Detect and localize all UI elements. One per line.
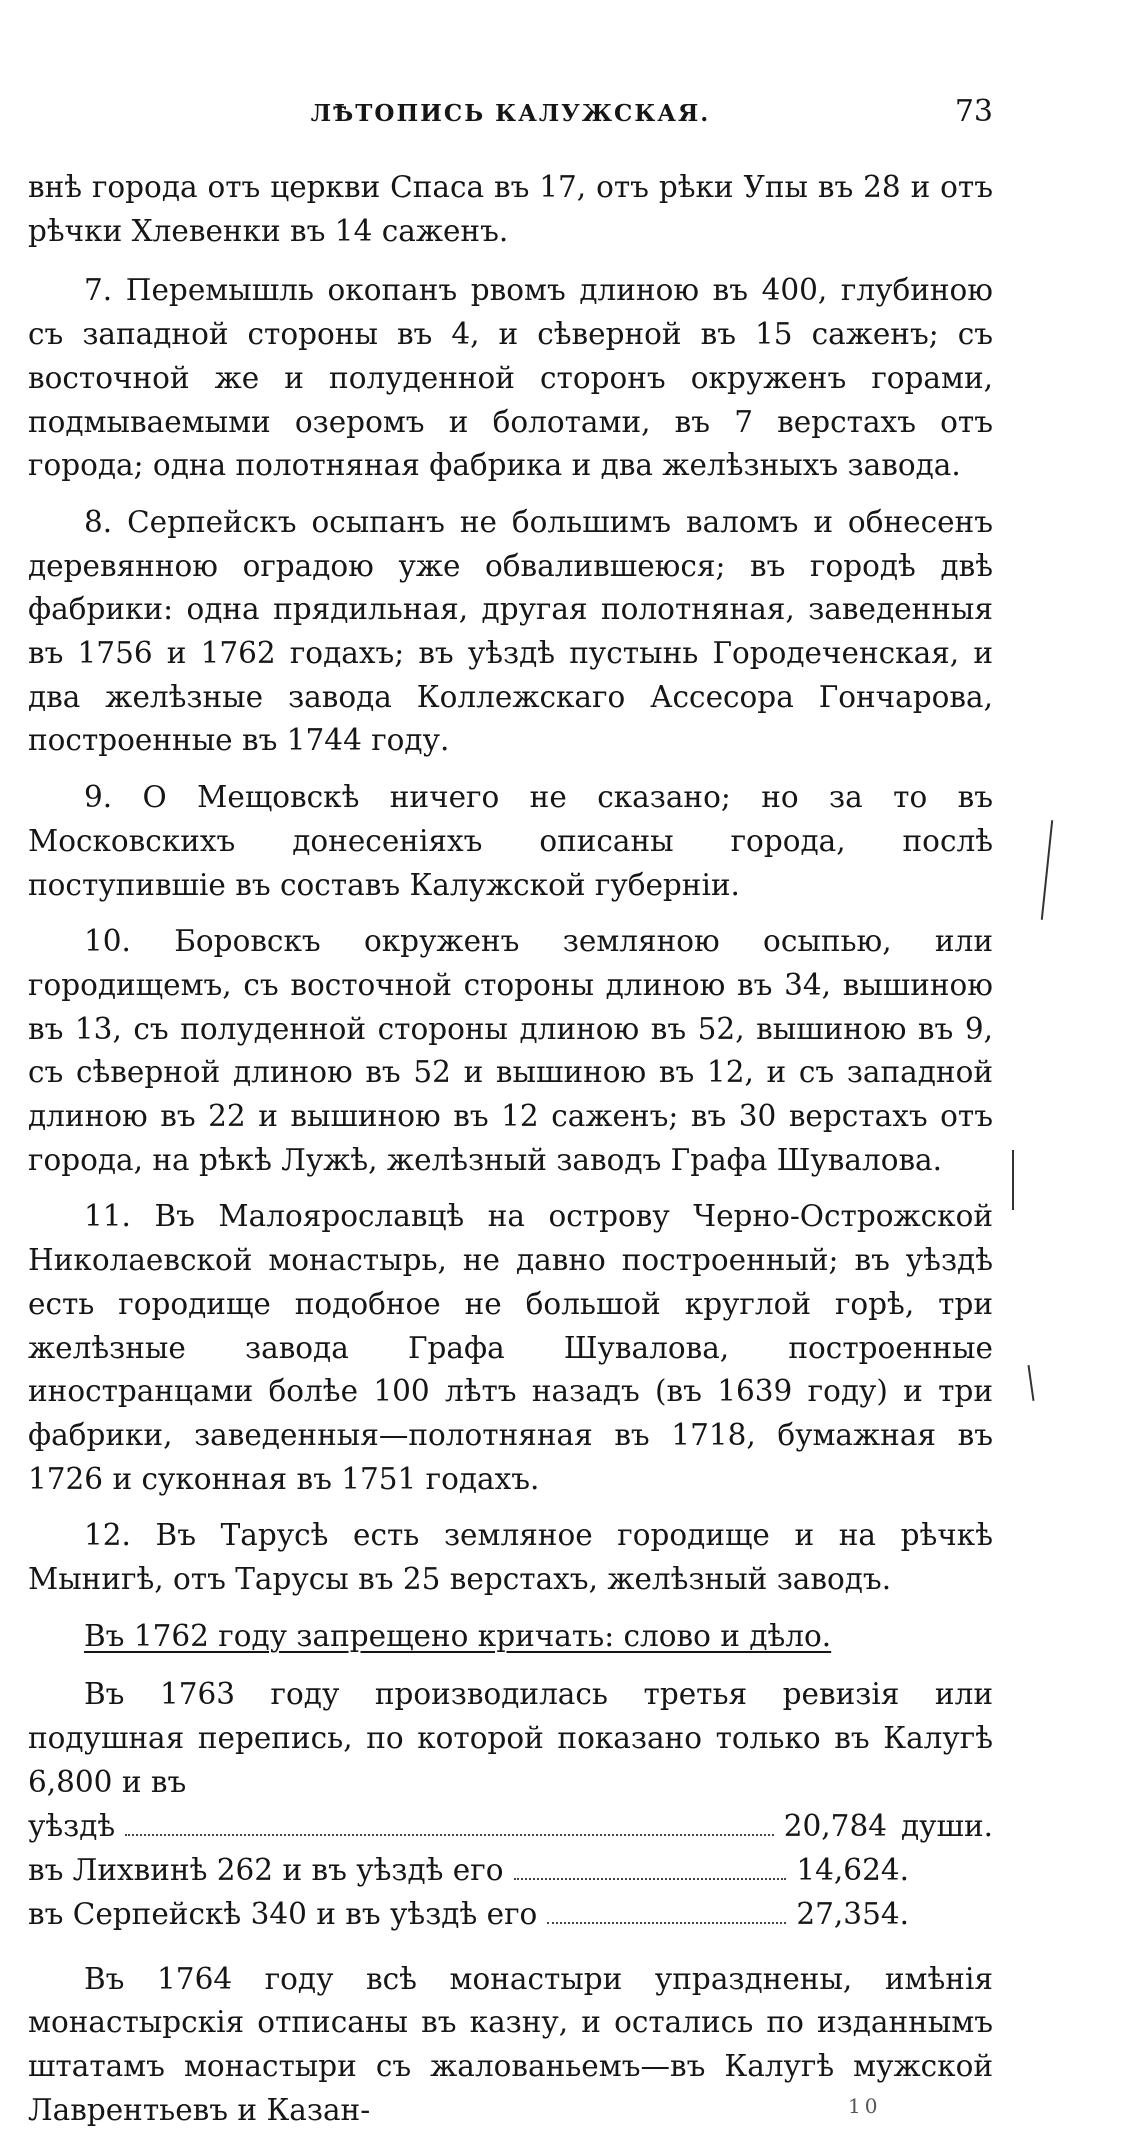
paragraph-serpeisk: 8. Серпейскъ осыпанъ не большимъ валомъ и обнесенъ деревянною оградою уже обвалившеюся; въ городѣ двѣ фабрики: одна прядильная, другая полотняная, заведенныя въ 1756 и 1762 годахъ; въ уѣздѣ пустынь Городеченская, и два желѣзные завода Коллежскаго Ассесора Гончарова, построенные въ 1744 году. bbox=[28, 504, 993, 758]
dot-leader bbox=[125, 1813, 774, 1836]
running-title: ЛѢТОПИСЬ КАЛУЖСКАЯ. bbox=[310, 100, 711, 127]
census-row bbox=[28, 1804, 993, 1848]
body-text bbox=[28, 166, 993, 2145]
dot-leader bbox=[547, 1901, 786, 1924]
paragraph-maloyaroslavets: 11. Въ Малоярославцѣ на острову Черно-Острожской Николаевской монастырь, не давно построенный; въ уѣздѣ есть городище подобное не большой круглой горѣ, три желѣзные завода Графа Шувалова, построенные иностранцами болѣе 100 лѣтъ назадъ (въ 1639 году) и три фабрики, заведенныя—полотняная въ 1718, бумажная въ 1726 и суконная въ 1751 годахъ. bbox=[28, 1199, 993, 1496]
paragraph-continuation: внѣ города отъ церкви Спаса въ 17, отъ рѣки Упы въ 28 и отъ рѣчки Хлевенки въ 14 саженъ. bbox=[28, 170, 993, 248]
census-intro: Въ 1763 году производилась третья ревизія или подушная перепись, по которой показано только въ Калугѣ 6,800 и въ bbox=[28, 1676, 993, 1799]
census-row-label: въ Лихвинѣ 262 и въ уѣздѣ его bbox=[28, 1852, 504, 1887]
margin-pencil-mark bbox=[1012, 1150, 1014, 1210]
signature-mark: 10 bbox=[848, 2094, 882, 2118]
census-row-value: 14,624. bbox=[796, 1852, 909, 1887]
paragraph-meshchovsk: 9. О Мещовскѣ ничего не сказано; но за то въ Московскихъ донесеніяхъ описаны города, послѣ поступившіе въ составъ Калужской губерніи. bbox=[28, 780, 993, 902]
census-row-label: уѣздѣ bbox=[28, 1808, 116, 1843]
paragraph-tarusa: 12. Въ Тарусѣ есть земляное городище и на рѣчкѣ Мынигѣ, отъ Тарусы въ 25 верстахъ, желѣзный заводъ. bbox=[28, 1518, 993, 1597]
paragraph-decree-1762 bbox=[28, 1615, 993, 1659]
paragraph-borovsk: 10. Боровскъ окруженъ земляною осыпью, или городищемъ, съ восточной стороны длиною въ 34, вышиною въ 13, съ полуденной стороны длиною въ 52, вышиною въ 9, съ сѣверной длиною въ 52 и вышиною въ 12, и съ западной длиною въ 22 и вышиною въ 12 саженъ; въ 30 верстахъ отъ города, на рѣкѣ Лужѣ, желѣзный заводъ Графа Шувалова. bbox=[28, 924, 993, 1177]
margin-pencil-mark bbox=[1028, 1365, 1035, 1401]
dot-leader bbox=[514, 1857, 787, 1880]
census-1763 bbox=[28, 1672, 993, 1936]
margin-pencil-mark bbox=[1041, 820, 1053, 920]
census-row-tail: души. bbox=[901, 1808, 993, 1843]
census-row bbox=[28, 1892, 993, 1936]
census-row bbox=[28, 1848, 993, 1892]
page-number: 73 bbox=[954, 94, 993, 129]
running-head bbox=[28, 94, 993, 138]
census-row-value: 20,784 bbox=[783, 1808, 887, 1843]
paragraph-monasteries-1764: Въ 1764 году всѣ монастыри упразднены, имѣнія монастырскія отписаны въ казну, и остались по изданнымъ штатамъ монастыри съ жалованьемъ—въ Калугѣ мужской Лаврентьевъ и Казан- bbox=[28, 1961, 993, 2127]
paragraph-peremyshl: 7. Перемышль окопанъ рвомъ длиною въ 400, глубиною съ западной стороны въ 4, и сѣверной въ 15 саженъ; съ восточной же и полуденной сторонъ окруженъ горами, подмываемыми озеромъ и болотами, въ 7 верстахъ отъ города; одна полотняная фабрика и два желѣзныхъ завода. bbox=[28, 273, 993, 483]
decree-text: Въ 1762 году запрещено кричать: слово и дѣло. bbox=[84, 1618, 832, 1653]
census-row-label: въ Серпейскѣ 340 и въ уѣздѣ его bbox=[28, 1896, 538, 1931]
census-row-value: 27,354. bbox=[796, 1896, 909, 1931]
